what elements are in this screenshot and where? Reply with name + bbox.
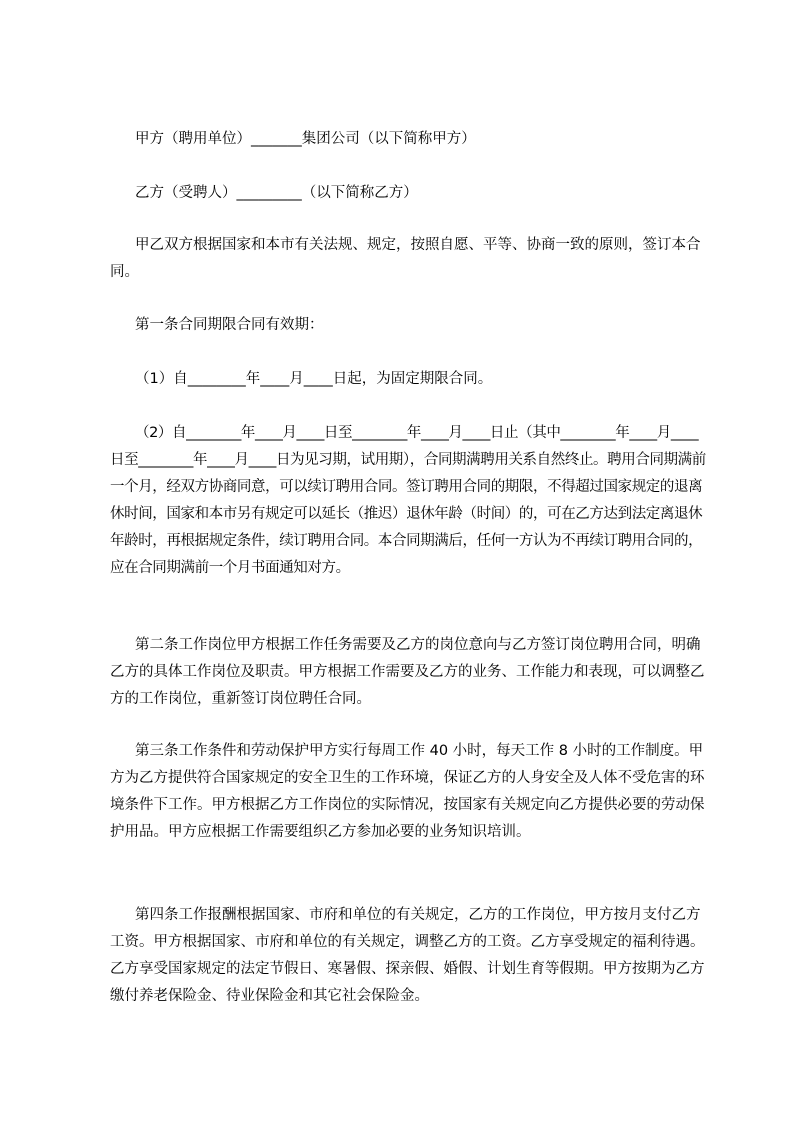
article-4-paragraph: 第四条工作报酬根据国家、市府和单位的有关规定，乙方的工作岗位，甲方按月支付乙方工资。甲方根据国家、市府和单位的有关规定，调整乙方的工资。乙方享受规定的福利待遇。乙方享受国家规定的法定节假日、寒暑假、探亲假、婚假、计划生育等假期。甲方按期为乙方缴付养老保险金、待业保险金和其它社会保险金。 [110,907,705,1004]
article-1-clause-1: （1）自________年____月____日起，为固定期限合同。 [135,371,493,387]
party-b-line: 乙方（受聘人）_________（以下简称乙方） [135,185,418,201]
article-3-paragraph: 第三条工作条件和劳动保护甲方实行每周工作 40 小时，每天工作 8 小时的工作制度。甲方为乙方提供符合国家规定的安全卫生的工作环境，保证乙方的人身安全及人体不受危害的环境条件下工作。甲方根据乙方工作岗位的实际情况，按国家有关规定向乙方提供必要的劳动保护用品。甲方应根据工作需要组织乙方参加必要的业务知识培训。 [110,743,705,840]
article-1-clause-2: （2）自________年____月____日至________年____月____日止（其中________年____月____日至________年____月____日为见习期，试用期），合同期满聘用关系自然终止。聘用合同期满前一个月，经双方协商同意，可以续订聘用合同。签订聘用合同的期限，不得超过国家规定的退离休时间，国家和本市另有规定可以延长（推迟）退休年龄（时间）的，可在乙方达到法定离退休年龄时，再根据规定条件，续订聘用合同。本合同期满后，任何一方认为不再续订聘用合同的，应在合同期满前一个月书面通知对方。 [110,425,706,576]
party-a-line: 甲方（聘用单位）_______集团公司（以下简称甲方） [135,131,476,147]
article-2-paragraph: 第二条工作岗位甲方根据工作任务需要及乙方的岗位意向与乙方签订岗位聘用合同，明确乙方的具体工作岗位及职责。甲方根据工作需要及乙方的业务、工作能力和表现，可以调整乙方的工作岗位，重新签订岗位聘任合同。 [110,637,705,707]
preamble-paragraph: 甲乙双方根据国家和本市有关法规、规定，按照自愿、平等、协商一致的原则，签订本合同。 [110,237,701,280]
article-1-heading: 第一条合同期限合同有效期： [135,317,324,333]
